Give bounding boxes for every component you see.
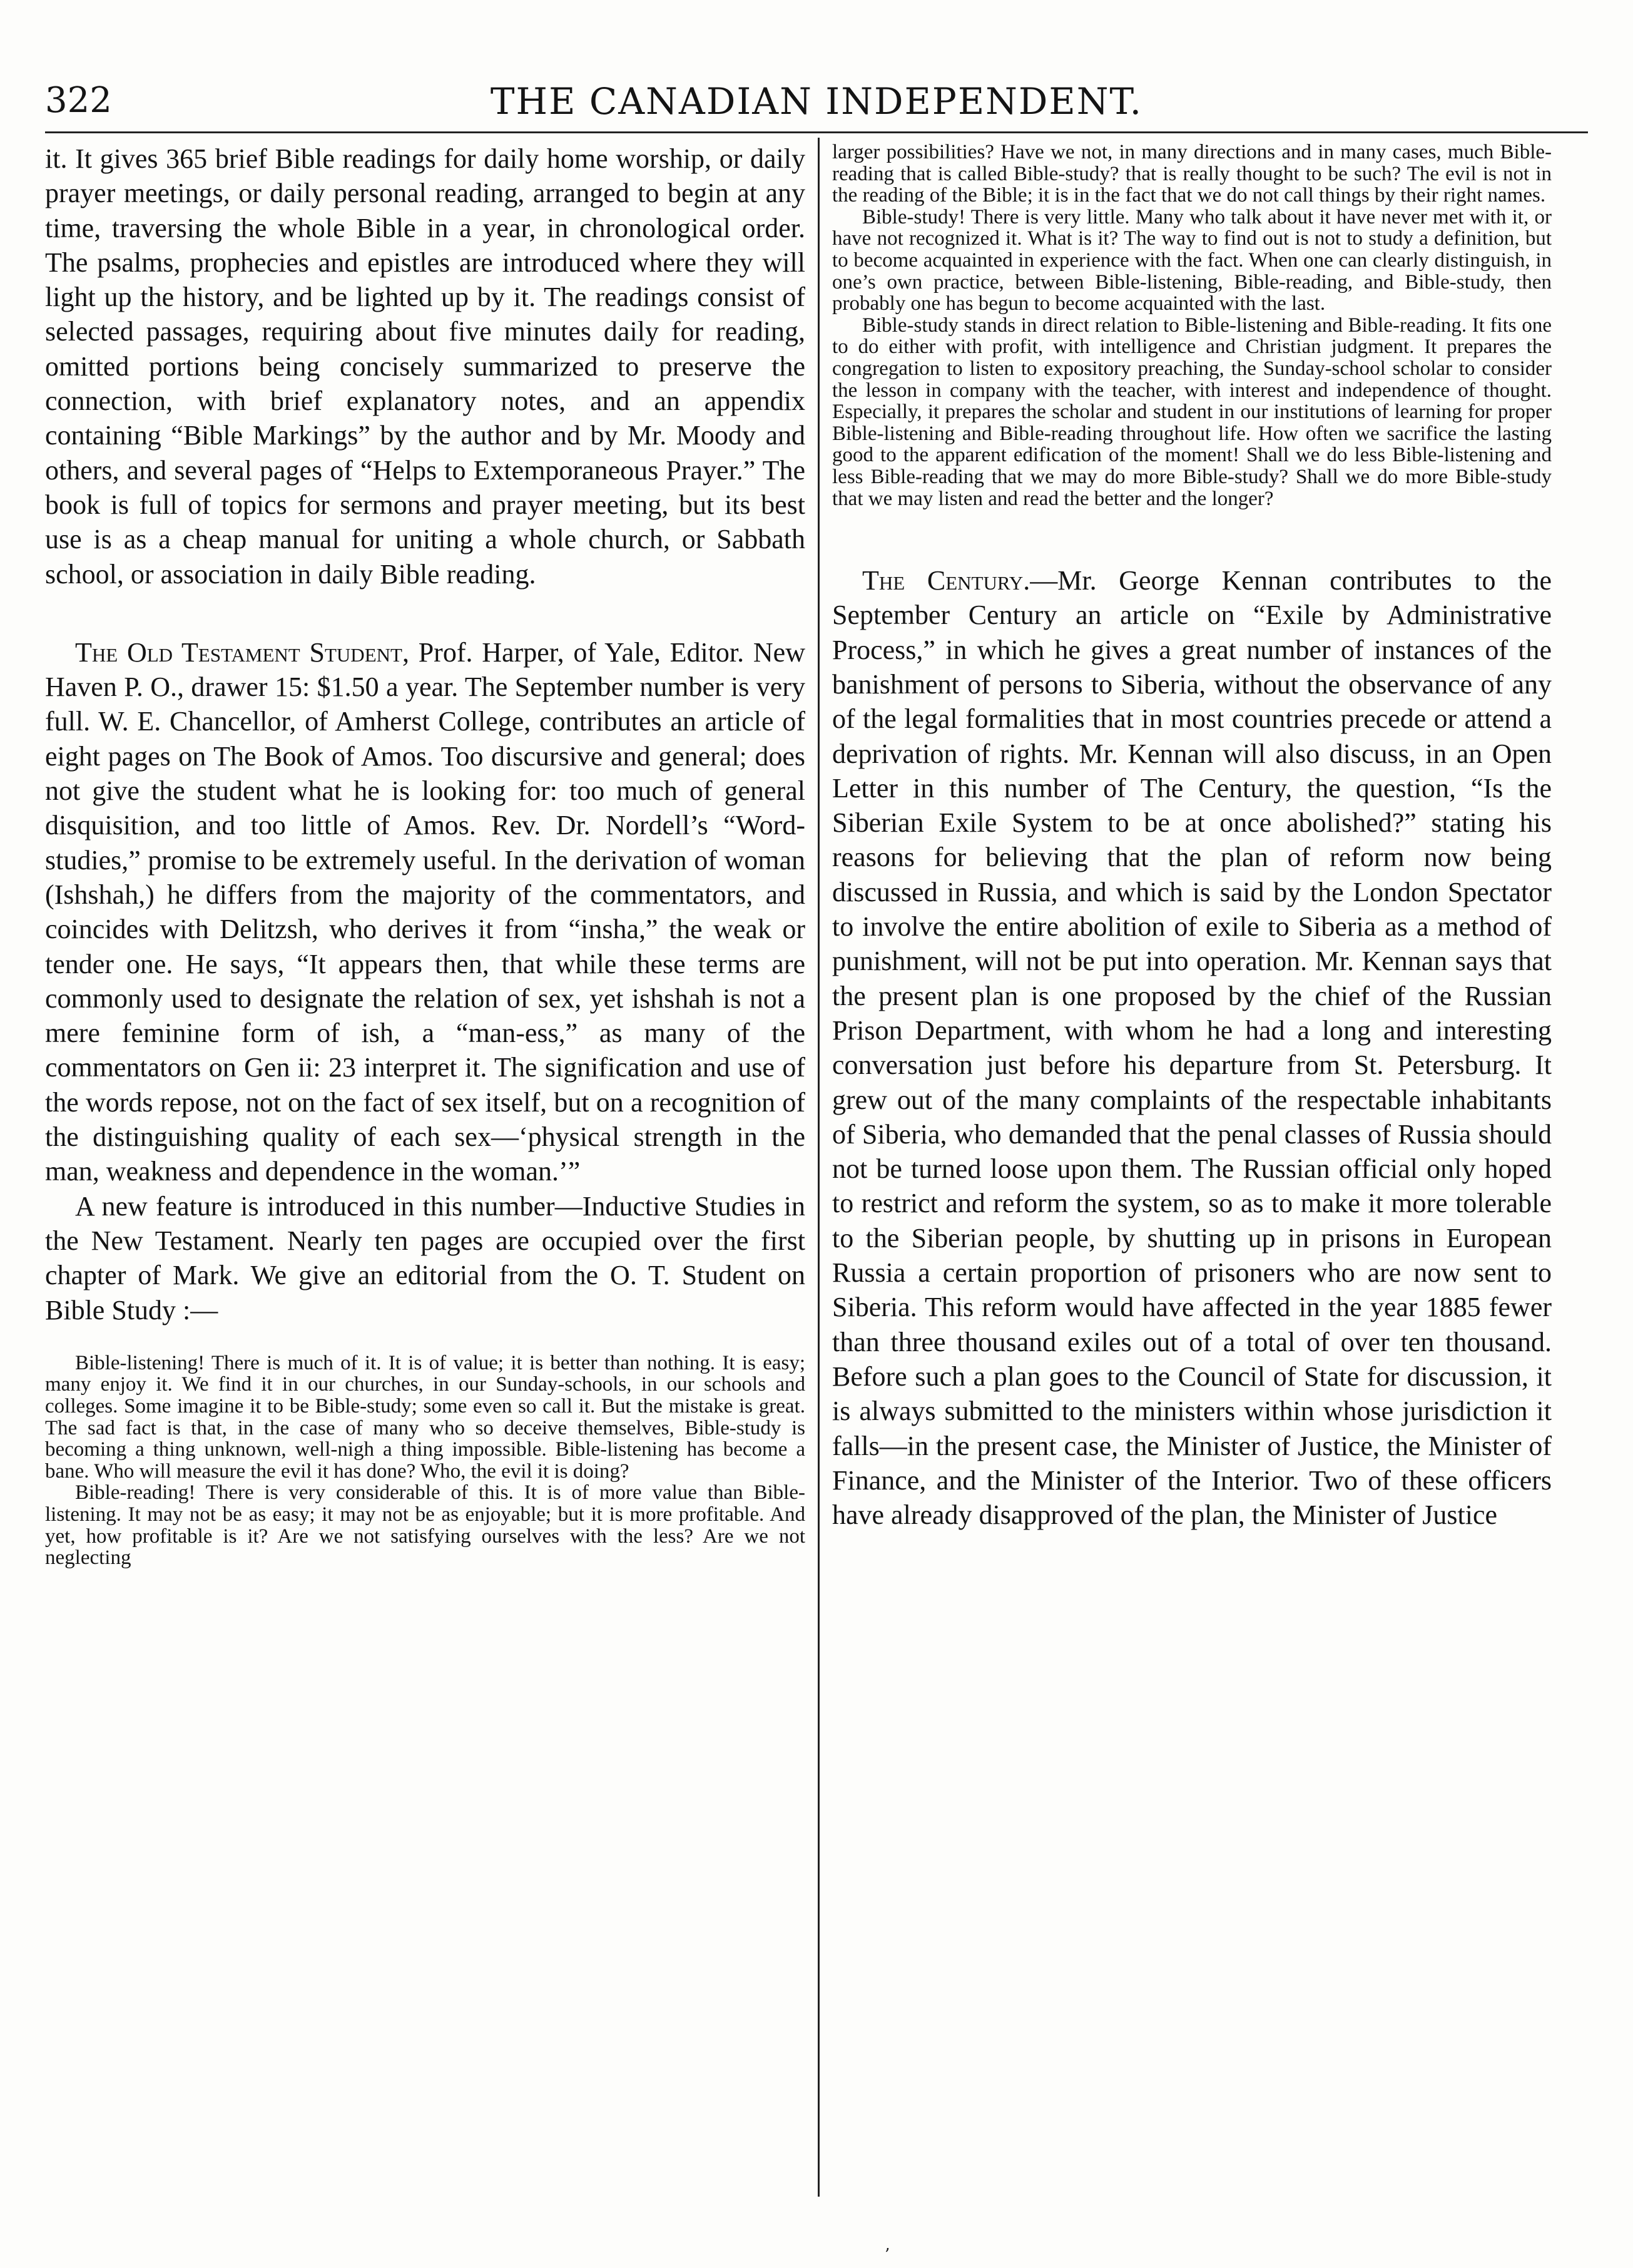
left-column — [45, 141, 805, 1569]
running-head: THE CANADIAN INDEPENDENT. — [490, 80, 1143, 123]
quote-bible-listening: Bible-listening! There is much of it. It is of value; it is better than nothing. It is easy; many enjoy it. We find it in our churches, in our Sunday-schools, in our schools and colleges. Some imagine it to be Bible-study; some even so call it. But the mistake is great. The sad fact is that, in the case of many who so deceive themselves, Bible-study is becoming a thing unknown, well-nigh a thing impossible. Bible-listening has become a bane. Who will measure the evil it has done? Who, the evil it is doing? — [45, 1351, 805, 1483]
new-feature-paragraph: A new feature is introduced in this number—Inductive Studies in the New Testament. Nearly ten pages are occupied over the first chapter of Mark. We give an editorial from the O. T. Student on Bible Study :— — [45, 1190, 805, 1326]
old-testament-student-text: Prof. Harper, of Yale, Editor. New Haven P. O., drawer 15: $1.50 a year. The September number is very full. W. E. Chancellor, of Amherst College, contributes an article of eight pages on The Book of Amos. Too discursive and general; does not give the student what he is looking for: too much of general disquisition, and too little of Amos. Rev. Dr. Nordell’s “Word-studies,” promise to be extremely useful. In the derivation of woman (Ishshah,) he differs from the majority of the commentators, and coincides with Delitzsh, who derives it from “insha,” the weak or tender one. He says, “It appears then, that while these terms are commonly used to designate the relation of sex, yet ishshah is not a mere feminine form of ish, a “man-ess,” as many of the commentators on Gen ii: 23 interpret it. The signification and use of the words repose, not on the fact of sex itself, but on a recognition of the distinguishing quality of each sex—‘physical strength in the man, weakness and dependence in the woman.’” — [45, 636, 805, 1187]
section-title-century: The Century. — [862, 565, 1030, 596]
footer-mark: ’ — [885, 2245, 890, 2264]
quote-bible-study-relation: Bible-study stands in direct relation to Bible-listening and Bible-reading. It fits one to do either with profit, with intelligence and Christian judgment. It prepares the congregation to listen to expository preaching, the Sunday-school scholar to consider the lesson in company with the teacher, with interest and independence of thought. Especially, it prepares the scholar and student in our institutions of learning for proper Bible-listening and Bible-reading throughout life. How often we sacrifice the lasting good to the apparent edification of the moment! Shall we do less Bible-listening and less Bible-reading that we may do more Bible-study? Shall we do more Bible-study that we may listen and read the better and the longer? — [832, 314, 1552, 510]
century-text: —Mr. George Kennan contributes to the September Century an article on “Exile by Administrative Process,” in which he gives a great number of instances of the banishment of persons to Siberia, without the observance of any of the legal formalities that in most countries precede or attend a deprivation of rights. Mr. Kennan will also discuss, in an Open Letter in this number of The Century, the question, “Is the Siberian Exile System to be at once abolished?” stating his reasons for believing that the plan of reform now being discussed in Russia, and which is said by the London Spectator to involve the entire abolition of exile to Siberia as a method of punishment, will not be put into operation. Mr. Kennan says that the present plan is one proposed by the chief of the Russian Prison Department, with whom he had a long and interesting conversation just before his departure from St. Petersburg. It grew out of the many complaints of the respectable inhabitants of Siberia, who demanded that the penal classes of Russia should not be turned loose upon them. The Russian official only hoped to restrict and reform the system, so as to make it more tolerable to the Siberian people, by shutting up in prisons in European Russia a certain proportion of prisoners who are now sent to Siberia. This reform would have affected in the year 1885 fewer than three thousand exiles out of a total of over ten thousand. Before such a plan goes to the Council of State for discussion, it is always submitted to the ministers within whose jurisdiction it falls—in the present case, the Minister of Justice, the Minister of Finance, and the Minister of the Interior. Two of these officers have already disapproved of the plan, the Minister of Justice — [832, 565, 1552, 1531]
quote-bible-study: Bible-study! There is very little. Many who talk about it have never met with it, or have not recognized it. What is it? The way to find out is not to study a definition, but to become acquainted in experience with the fact. When one can clearly distinguish, in one’s own practice, between Bible-listening, Bible-reading, and Bible-study, then probably one has begun to become acquainted with the last. — [832, 205, 1552, 315]
old-testament-student-paragraph — [45, 635, 805, 1189]
column-rule — [818, 138, 820, 2197]
header-rule — [45, 131, 1588, 133]
page-header — [45, 80, 1588, 124]
right-column — [832, 141, 1552, 1532]
quote-bible-reading: Bible-reading! There is very considerable of this. It is of more value than Bible-listening. It may not be as easy; it may not be as enjoyable; but it is more profitable. And yet, how profitable is it? Are we not satisfying ourselves with the less? Are we not neglecting — [45, 1481, 805, 1570]
century-paragraph — [832, 563, 1552, 1532]
quote-continued: larger possibilities? Have we not, in many directions and in many cases, much Bible-reading that is called Bible-study? that is really thought to be such? The evil is not in the reading of the Bible; it is in the fact that we do not call things by their right names. — [832, 141, 1552, 207]
bible-readings-paragraph: it. It gives 365 brief Bible readings for daily home worship, or daily prayer meetings, or daily personal reading, arranged to begin at any time, traversing the whole Bible in a year, in chronological order. The psalms, prophecies and epistles are introduced where they will light up the history, and be lighted up by it. The readings consist of selected passages, requiring about five minutes daily for reading, omitted portions being concisely summarized to preserve the connection, with brief explanatory notes, and an appendix containing “Bible Markings” by the author and by Mr. Moody and others, and several pages of “Helps to Extemporaneous Prayer.” The book is full of topics for sermons and prayer meeting, but its best use is as a cheap manual for uniting a whole church, or Sabbath school, or association in daily Bible reading. — [45, 143, 805, 590]
page-number: 322 — [45, 80, 112, 121]
section-title-old-testament-student: The Old Testament Student, — [75, 636, 409, 668]
